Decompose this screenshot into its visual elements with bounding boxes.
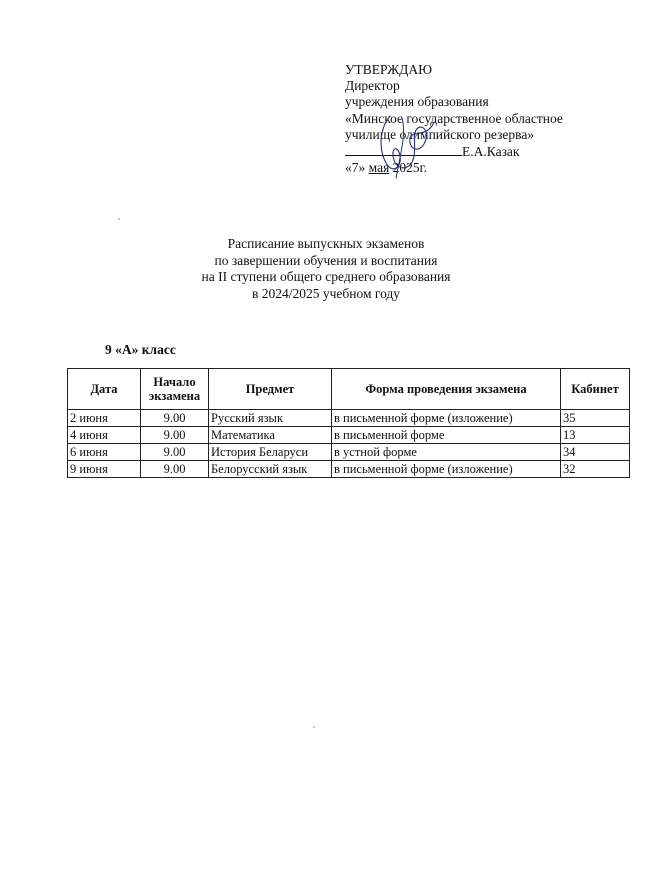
table-row: [68, 461, 630, 478]
cell-form: в письменной форме (изложение): [332, 461, 561, 478]
approval-org-line3: училище олимпийского резерва»: [345, 126, 535, 142]
approval-date-month: мая: [368, 160, 390, 176]
cell-start: 9.00: [141, 461, 209, 478]
cell-form: в устной форме: [332, 444, 561, 461]
table-row: [68, 444, 630, 461]
cell-room: 34: [561, 444, 630, 461]
header-subject: Предмет: [209, 369, 332, 410]
cell-date: 6 июня: [68, 444, 141, 461]
approval-org-line2: «Минское государственное областное: [345, 110, 563, 126]
cell-form: в письменной форме (изложение): [332, 410, 561, 427]
title-line2: по завершении обучения и воспитания: [214, 252, 438, 268]
header-start: Начало экзамена: [141, 369, 209, 410]
approval-heading: УТВЕРЖДАЮ: [345, 62, 433, 77]
title-line1: Расписание выпускных экзаменов: [227, 236, 425, 251]
cell-start: 9.00: [141, 427, 209, 444]
cell-room: 32: [561, 461, 630, 478]
header-date: Дата: [68, 369, 141, 410]
title-line3: на II ступени общего среднего образования: [201, 269, 451, 284]
approval-date-day: «7»: [345, 160, 366, 176]
document-title: [0, 236, 652, 302]
cell-form: в письменной форме: [332, 427, 561, 444]
cell-subject: Белорусский язык: [209, 461, 332, 478]
title-line4: в 2024/2025 учебном году: [251, 285, 401, 301]
cell-subject: История Беларуси: [209, 444, 332, 461]
cell-room: 35: [561, 410, 630, 427]
exam-schedule-table: [67, 368, 630, 478]
scan-speck: [313, 726, 315, 728]
cell-start: 9.00: [141, 410, 209, 427]
cell-date: 9 июня: [68, 461, 141, 478]
cell-room: 13: [561, 427, 630, 444]
approval-signer: Е.А.Казак: [462, 144, 520, 160]
approval-date-year: 2025г.: [392, 160, 428, 176]
cell-date: 2 июня: [68, 410, 141, 427]
header-room: Кабинет: [561, 369, 630, 410]
table-header-row: [68, 369, 630, 410]
cell-date: 4 июня: [68, 427, 141, 444]
approval-position: Директор: [345, 78, 400, 94]
table-row: [68, 410, 630, 427]
handwritten-signature: [372, 108, 442, 180]
scan-speck: [118, 218, 120, 220]
header-form: Форма проведения экзамена: [332, 369, 561, 410]
cell-subject: Русский язык: [209, 410, 332, 427]
class-label: 9 «А» класс: [105, 342, 176, 357]
approval-org-line1: учреждения образования: [345, 94, 489, 110]
table-row: [68, 427, 630, 444]
cell-subject: Математика: [209, 427, 332, 444]
cell-start: 9.00: [141, 444, 209, 461]
